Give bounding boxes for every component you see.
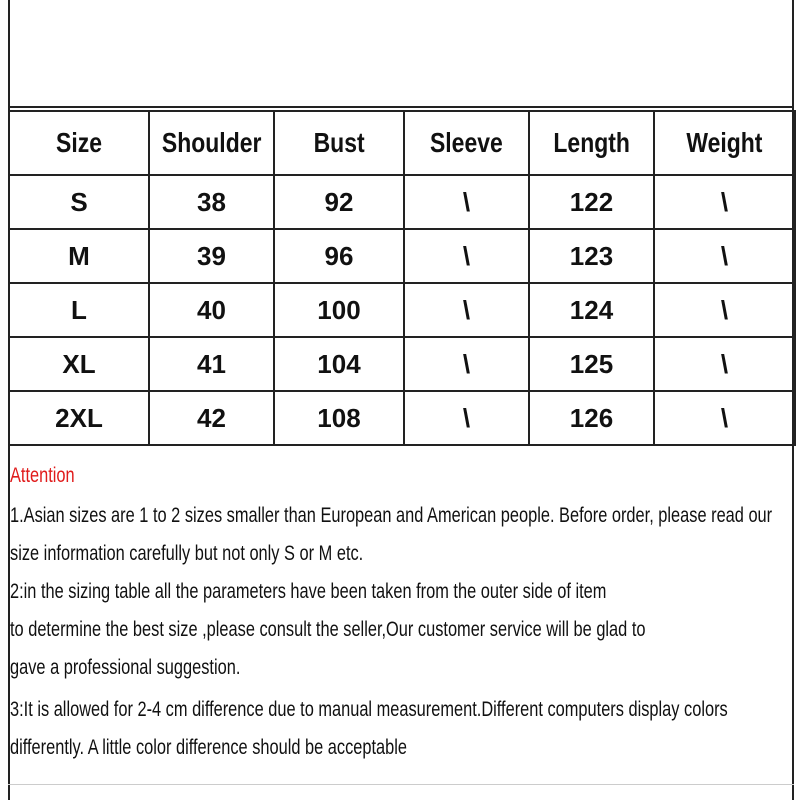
- header-bust: [274, 111, 404, 175]
- table-row: [9, 229, 795, 283]
- table-cell: \: [404, 175, 529, 229]
- table-cell: XL: [9, 337, 149, 391]
- table-cell: 104: [274, 337, 404, 391]
- table-cell: 41: [149, 337, 274, 391]
- table-cell: 42: [149, 391, 274, 445]
- table-cell: 38: [149, 175, 274, 229]
- table-row: [9, 175, 795, 229]
- table-cell: \: [654, 337, 795, 391]
- note-line: to determine the best size ,please consult the seller,Our customer service will be glad to: [10, 618, 646, 641]
- table-cell: \: [404, 391, 529, 445]
- header-shoulder: [149, 111, 274, 175]
- table-cell: 100: [274, 283, 404, 337]
- header-bust-label: Bust: [313, 127, 365, 158]
- table-cell: 2XL: [9, 391, 149, 445]
- table-cell: \: [404, 229, 529, 283]
- table-cell: 92: [274, 175, 404, 229]
- table-header-row: [9, 111, 795, 175]
- table-cell: \: [654, 391, 795, 445]
- notes-section: [8, 454, 794, 785]
- table-cell: S: [9, 175, 149, 229]
- frame-top-border: [8, 106, 794, 108]
- table-cell: \: [654, 229, 795, 283]
- table-cell: \: [404, 337, 529, 391]
- header-weight: [654, 111, 795, 175]
- table-cell: 123: [529, 229, 654, 283]
- table-cell: L: [9, 283, 149, 337]
- header-weight-label: Weight: [686, 127, 763, 158]
- header-sleeve-label: Sleeve: [430, 127, 503, 158]
- header-size: [9, 111, 149, 175]
- table-row: [9, 337, 795, 391]
- table-cell: \: [654, 175, 795, 229]
- attention-heading: Attention: [10, 464, 75, 487]
- table-cell: M: [9, 229, 149, 283]
- header-length-label: Length: [553, 127, 630, 158]
- table-cell: 39: [149, 229, 274, 283]
- table-row: [9, 283, 795, 337]
- header-size-label: Size: [56, 127, 102, 158]
- table-cell: \: [404, 283, 529, 337]
- note-line: 3:It is allowed for 2-4 cm difference due to manual measurement.Different computers display colors: [10, 698, 728, 721]
- size-table: [8, 110, 796, 446]
- table-cell: \: [654, 283, 795, 337]
- table-cell: 108: [274, 391, 404, 445]
- note-line: differently. A little color difference should be acceptable: [10, 736, 408, 759]
- table-cell: 40: [149, 283, 274, 337]
- header-sleeve: [404, 111, 529, 175]
- header-length: [529, 111, 654, 175]
- header-shoulder-label: Shoulder: [161, 127, 262, 158]
- note-line: 1.Asian sizes are 1 to 2 sizes smaller than European and American people. Before order, please read our: [10, 504, 773, 527]
- table-row: [9, 391, 795, 445]
- table-cell: 96: [274, 229, 404, 283]
- note-line: gave a professional suggestion.: [10, 656, 241, 679]
- table-cell: 126: [529, 391, 654, 445]
- table-cell: 125: [529, 337, 654, 391]
- note-line: 2:in the sizing table all the parameters have been taken from the outer side of item: [10, 580, 607, 603]
- note-line: size information carefully but not only S or M etc.: [10, 542, 364, 565]
- table-cell: 124: [529, 283, 654, 337]
- table-cell: 122: [529, 175, 654, 229]
